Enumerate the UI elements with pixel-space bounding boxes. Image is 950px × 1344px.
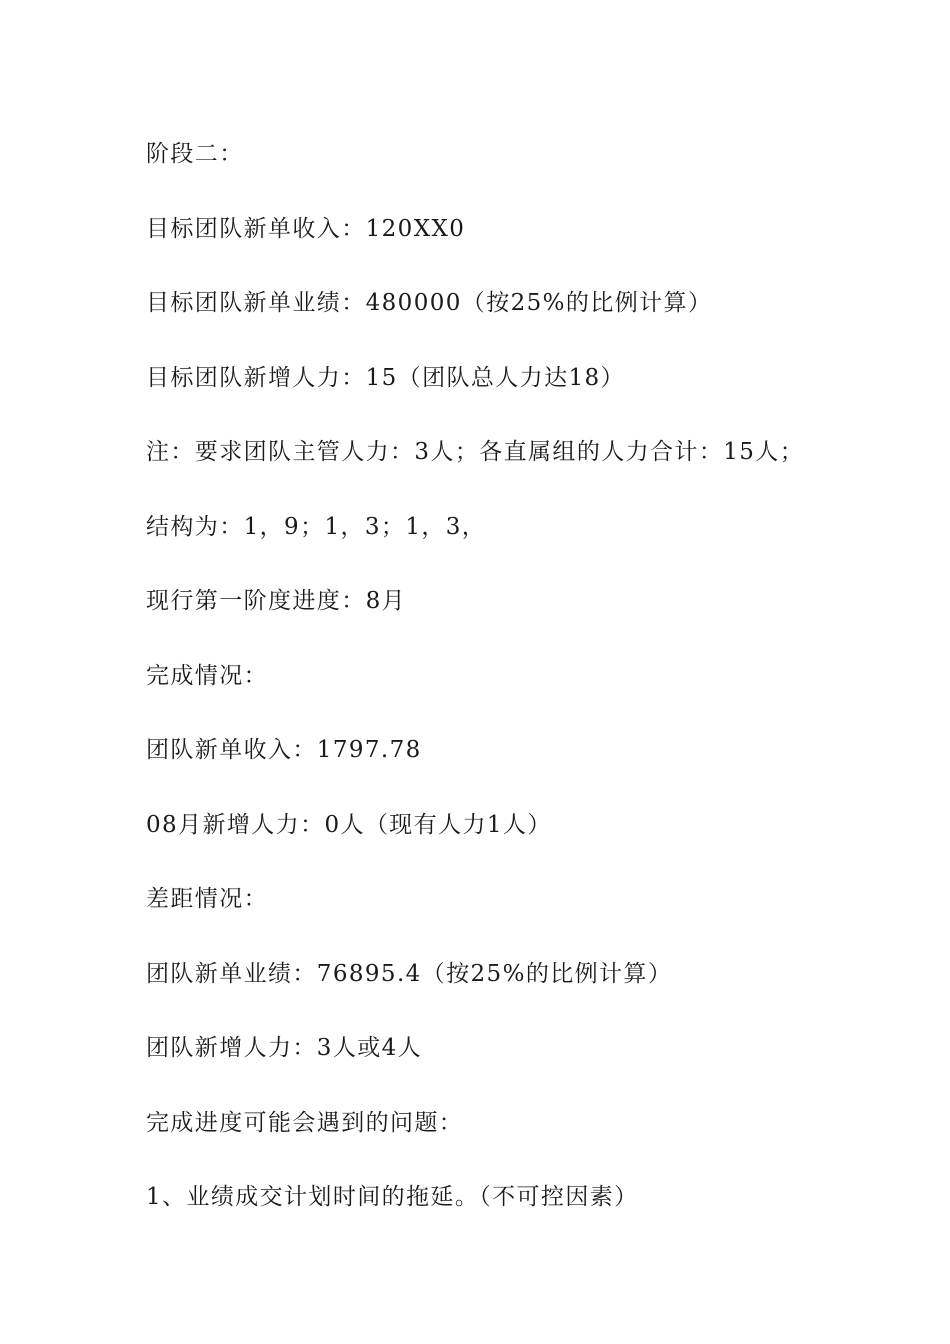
team-new-income: 团队新单收入：1797.78 (146, 737, 422, 763)
team-performance-gap: 团队新单业绩：76895.4（按25%的比例计算） (146, 960, 673, 987)
target-team-new-income: 目标团队新单收入：120XX0 (146, 215, 466, 242)
target-team-new-staff: 目标团队新增人力：15（团队总人力达18） (146, 364, 625, 391)
note-team-requirements: 注：要求团队主管人力：3人；各直属组的人力合计：15人； (146, 439, 805, 465)
team-structure: 结构为：1，9；1，3；1，3， (146, 513, 487, 540)
section-heading-stage-two: 阶段二： (146, 141, 244, 167)
target-team-new-performance: 目标团队新单业绩：480000（按25%的比例计算） (146, 290, 713, 316)
gap-status-heading: 差距情况： (146, 886, 268, 912)
current-stage-progress: 现行第一阶度进度：8月 (146, 588, 407, 614)
possible-problems-heading: 完成进度可能会遇到的问题： (146, 1109, 464, 1136)
team-staff-gap: 团队新增人力：3人或4人 (146, 1035, 423, 1061)
problem-item-1: 1、业绩成交计划时间的拖延。（不可控因素） (146, 1184, 639, 1210)
august-new-staff: 08月新增人力：0人（现有人力1人） (146, 811, 552, 838)
completion-status-heading: 完成情况： (146, 662, 268, 689)
document-body (146, 134, 926, 1252)
